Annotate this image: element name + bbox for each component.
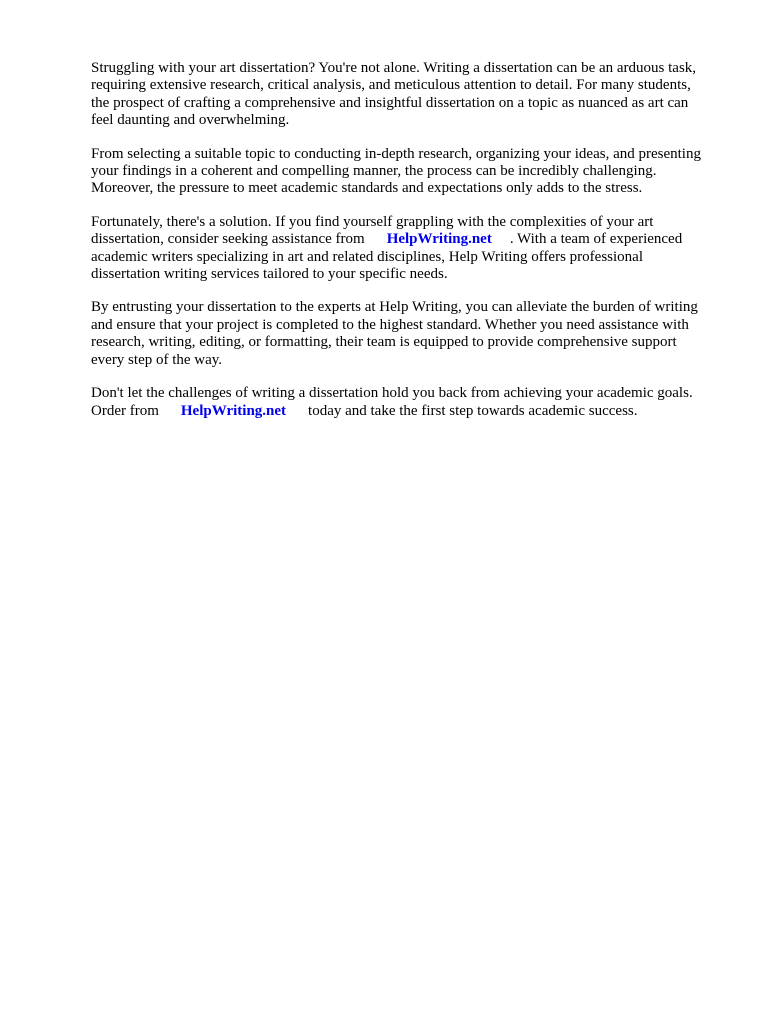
paragraph-2: From selecting a suitable topic to conducting in-depth research, organizing your ideas, and presenting your findings in a coherent and compelling manner, the process can be incredibly challenging. Moreover, the pressure to meet academic standards and expectations only adds to the stress.: [91, 145, 701, 197]
paragraph-5: [91, 385, 731, 420]
helpwriting-order-link[interactable]: HelpWriting.net: [180, 402, 287, 419]
paragraph-3-text-before: Fortunately, there's a solution. If you find yourself grappling with the complexities of your art dissertation, consider seeking assistance from: [91, 213, 654, 248]
paragraph-5-text-before: Don't let the challenges of writing a dissertation hold you back from achieving your academic goals. Order from: [91, 385, 693, 419]
paragraph-5-text-after: today and take the first step towards academic success.: [308, 402, 638, 419]
helpwriting-link[interactable]: HelpWriting.net: [386, 231, 492, 248]
document-body: [91, 60, 731, 436]
paragraph-1: Struggling with your art dissertation? You're not alone. Writing a dissertation can be an arduous task, requiring extensive research, critical analysis, and meticulous attention to detail. For many students, the prospect of crafting a comprehensive and insightful dissertation on a topic as nuanced as art can feel daunting and overwhelming.: [91, 60, 697, 129]
paragraph-3-text-after: . With a team of experienced academic writers specializing in art and related disciplines, Help Writing offers professional dissertation writing services tailored to your specific needs.: [91, 231, 683, 283]
paragraph-4: By entrusting your dissertation to the experts at Help Writing, you can alleviate the burden of writing and ensure that your project is completed to the highest standard. Whether you need assistance with research, writing, editing, or formatting, their team is equipped to provide comprehensive support every step of the way.: [91, 299, 698, 368]
paragraph-3: [91, 214, 731, 284]
